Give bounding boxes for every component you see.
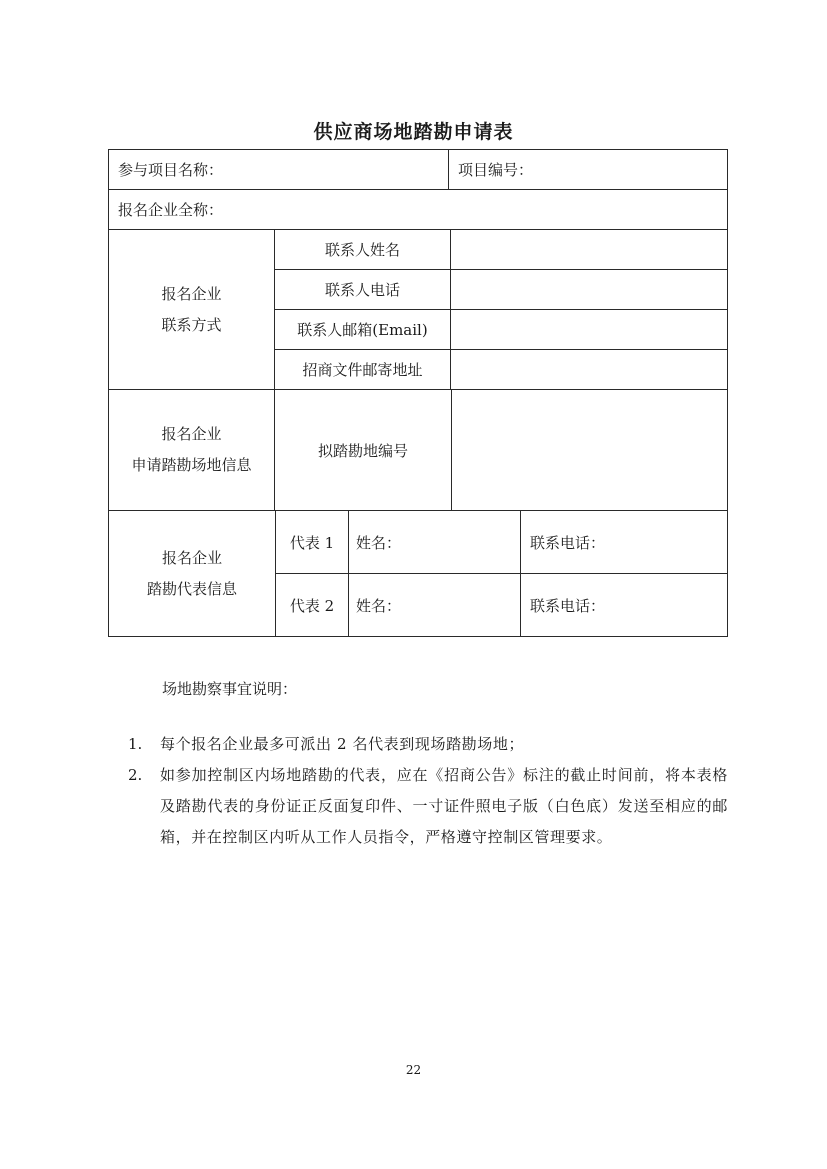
note-number: 2. — [128, 766, 143, 784]
rep-2-label: 代表 2 — [275, 573, 349, 637]
contact-phone-input[interactable] — [450, 269, 728, 310]
note-item — [128, 760, 728, 853]
rep-section-label — [108, 510, 276, 637]
rep-section-line2: 踏勘代表信息 — [146, 579, 237, 598]
rep-2-phone-field[interactable] — [520, 573, 728, 637]
site-number-input[interactable] — [451, 389, 728, 511]
contact-email-label: 联系人邮箱(Email) — [274, 309, 451, 350]
contact-email-input[interactable] — [450, 309, 728, 350]
rep-1-phone-label: 联系电话： — [530, 533, 606, 552]
project-name-field[interactable] — [108, 149, 449, 190]
site-section-line2: 申请踏勘场地信息 — [131, 456, 252, 474]
note-item — [128, 729, 728, 760]
contact-section-label — [108, 229, 275, 390]
form-title: 供应商场地踏勘申请表 — [313, 121, 514, 143]
site-section-line1: 报名企业 — [161, 425, 222, 443]
note-text: 每个报名企业最多可派出 2 名代表到现场踏勘场地； — [160, 735, 525, 753]
project-number-field[interactable] — [448, 149, 728, 190]
site-section-label — [108, 389, 275, 511]
rep-2-phone-label: 联系电话： — [530, 596, 606, 615]
notes-heading: 场地勘察事宜说明： — [162, 680, 298, 698]
contact-name-label: 联系人姓名 — [274, 229, 451, 270]
mailing-address-input[interactable] — [450, 349, 728, 390]
site-number-label: 拟踏勘地编号 — [274, 389, 452, 511]
contact-name-input[interactable] — [450, 229, 728, 270]
contact-section-line2: 联系方式 — [161, 315, 222, 334]
rep-1-phone-field[interactable] — [520, 510, 728, 574]
project-name-label: 参与项目名称： — [118, 161, 224, 179]
application-form-table — [108, 149, 728, 637]
rep-section-line1: 报名企业 — [161, 548, 222, 567]
rep-2-name-field[interactable] — [348, 573, 521, 637]
company-name-label: 报名企业全称： — [118, 201, 224, 219]
mailing-address-label: 招商文件邮寄地址 — [274, 349, 451, 390]
rep-1-label: 代表 1 — [275, 510, 349, 574]
project-number-label: 项目编号： — [458, 161, 534, 179]
company-name-field[interactable] — [108, 189, 728, 230]
contact-phone-label: 联系人电话 — [274, 269, 451, 310]
page-number: 22 — [405, 1063, 422, 1077]
rep-1-name-label: 姓名： — [356, 533, 402, 552]
rep-2-name-label: 姓名： — [356, 596, 402, 615]
note-number: 1. — [128, 735, 143, 753]
contact-section-line1: 报名企业 — [161, 284, 222, 303]
note-text: 如参加控制区内场地踏勘的代表，应在《招商公告》标注的截止时间前，将本表格及踏勘代表的身份证正反面复印件、一寸证件照电子版（白色底）发送至相应的邮箱，并在控制区内听从工作人员指令，严格遵守控制区管理要求。 — [160, 766, 728, 846]
rep-1-name-field[interactable] — [348, 510, 521, 574]
